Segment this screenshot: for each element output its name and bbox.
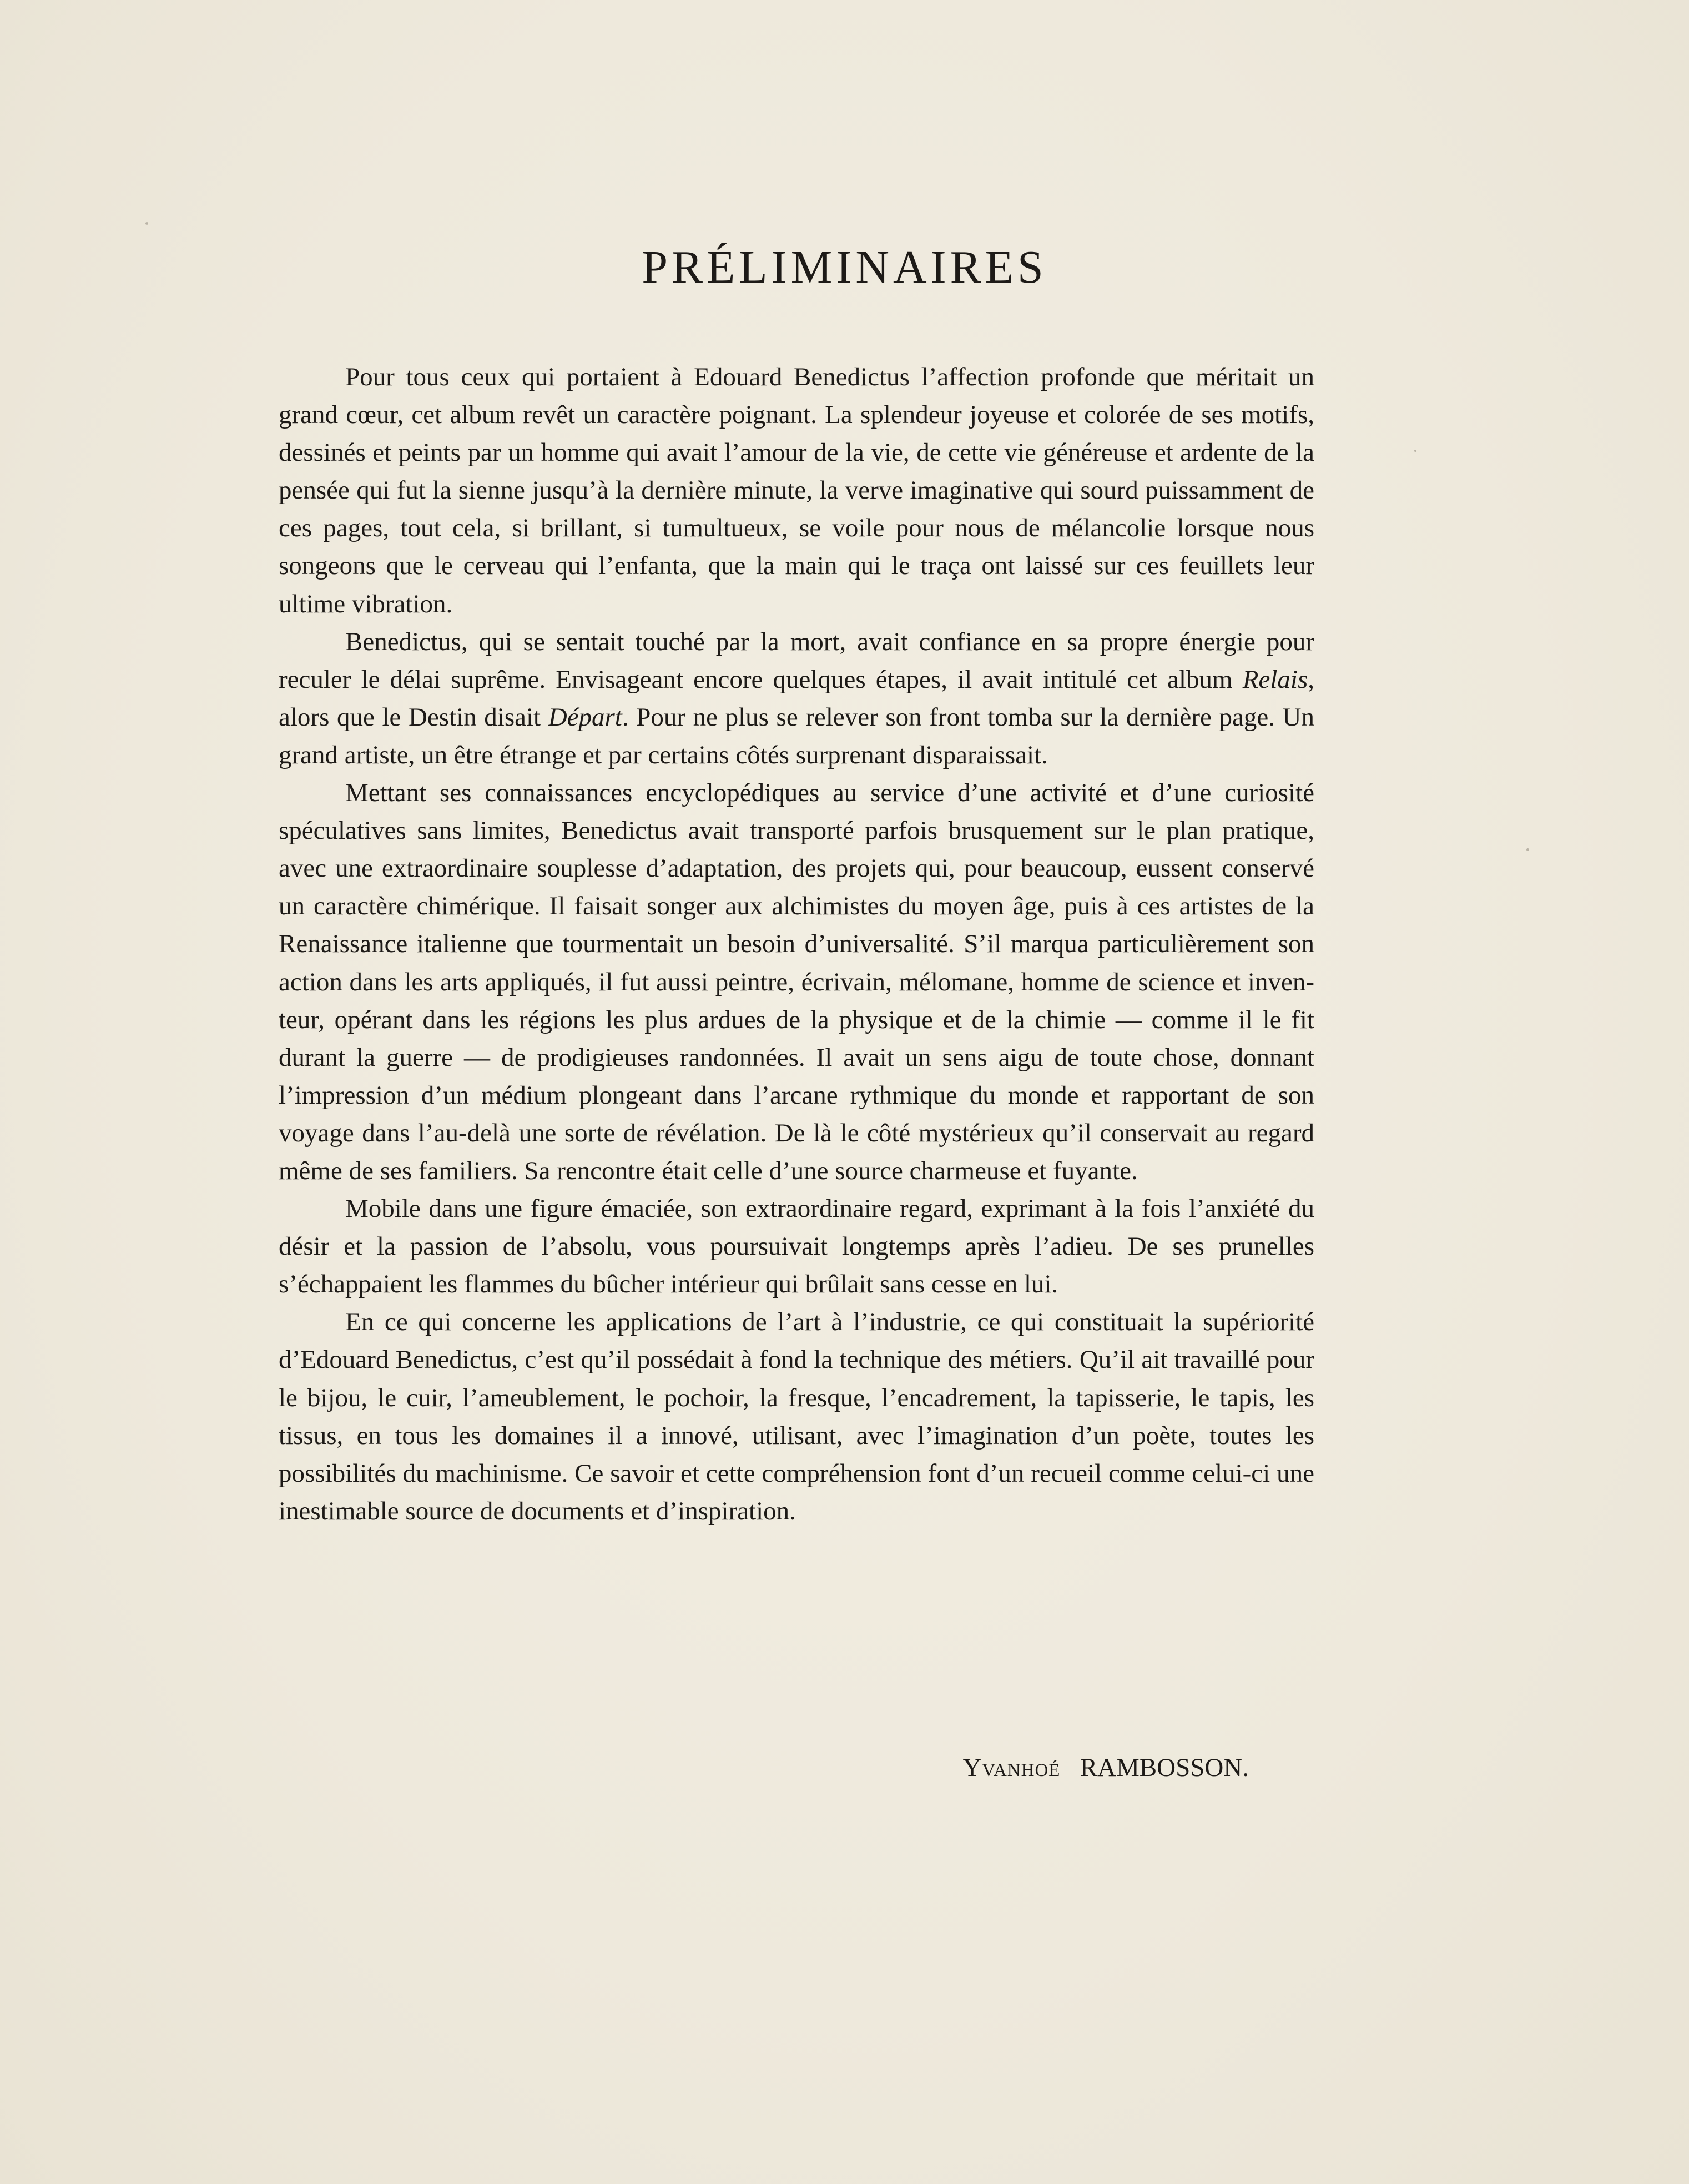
- paragraph: [279, 1303, 1314, 1530]
- paragraph-text: Benedictus, qui se sentait touché par la mort, avait confiance en sa propre énergie pour reculer le délai suprême. Envisageant encore quelques étapes, il avait intitulé cet album: [279, 627, 1314, 694]
- paragraph: [279, 358, 1314, 623]
- paragraph-text: . Pour ne plus se relever son front tomba sur la dernière page. Un grand artiste, un être étrange et par certains côtés surprenant disparaissait.: [279, 702, 1314, 769]
- paragraph: [279, 623, 1314, 774]
- paper-speck: [1526, 848, 1529, 851]
- paragraph: [279, 774, 1314, 1190]
- author-signature: [944, 1749, 1249, 1787]
- italic-text: Départ: [548, 702, 622, 732]
- paragraph: [279, 1190, 1314, 1303]
- italic-text: Relais: [1242, 665, 1308, 694]
- paragraph-text: , alors que le Destin disait: [279, 665, 1314, 732]
- body-text: [279, 358, 1314, 1530]
- author-last-name: RAMBOSSON.: [1080, 1753, 1249, 1782]
- paragraph-text: Mettant ses connaissances encyclopédiques au service d’une activité et d’une curiosité spéculatives sans limites, Benedictus avait transporté parfois brusquement sur le plan pratique, avec une extraordinaire souplesse d’adaptation, des projets qui, pour beaucoup, eussent conservé un caractère chimérique. Il faisait songer aux alchimistes du moyen âge, puis à ces artistes de la Renaissance italienne que tourmentait un besoin d’universalité. S’il marqua particulièrement son action dans les arts appliqués, il fut aussi peintre, écrivain, mélomane, homme de science et inventeur, opérant dans les régions les plus ardues de la physique et de la chimie — comme il le fit durant la guerre — de prodigieuses randonnées. Il avait un sens aigu de toute chose, donnant l’impression d’un médium plongeant dans l’arcane rythmique du monde et rapportant de son voyage dans l’au-delà une sorte de révélation. De là le côté mystérieux qu’il conservait au regard même de ses familiers. Sa rencontre était celle d’une source charmeuse et fuyante.: [279, 778, 1314, 1185]
- paper-speck: [145, 222, 148, 225]
- page-title: PRÉLIMINAIRES: [642, 241, 1047, 293]
- paragraph-text: Pour tous ceux qui portaient à Edouard Benedictus l’affection profonde que méritait un grand cœur, cet album revêt un caractère poignant. La splendeur joyeuse et colorée de ses motifs, dessinés et peints par un homme qui avait l’amour de la vie, de cette vie généreuse et ardente de la pensée qui fut la sienne jusqu’à la dernière minute, la verve imaginative qui sourd puissamment de ces pages, tout cela, si brillant, si tumultueux, se voile pour nous de mélancolie lorsque nous songeons que le cerveau qui l’enfanta, que la main qui le traça ont laissé sur ces feuillets leur ultime vibration.: [279, 363, 1314, 618]
- author-first-name: Yvanhoé: [962, 1753, 1061, 1782]
- paragraph-text: En ce qui concerne les applications de l’art à l’industrie, ce qui constituait la supériorité d’Edouard Benedictus, c’est qu’il possédait à fond la technique des métiers. Qu’il ait travaillé pour le bijou, le cuir, l’ameublement, le pochoir, la fresque, l’encadrement, la tapisserie, le tapis, les tissus, en tous les domaines il a innové, utilisant, avec l’imagination d’un poète, toutes les possibilités du machinisme. Ce savoir et cette compréhension font d’un recueil comme celui-ci une inestimable source de documents et d’inspiration.: [279, 1307, 1314, 1526]
- paper-speck: [1414, 450, 1416, 452]
- paragraph-text: Mobile dans une figure émaciée, son extraordinaire regard, exprimant à la fois l’anxiété du désir et la passion de l’absolu, vous poursuivait longtemps après l’adieu. De ses prunelles s’échappaient les flammes du bûcher intérieur qui brûlait sans cesse en lui.: [279, 1194, 1314, 1299]
